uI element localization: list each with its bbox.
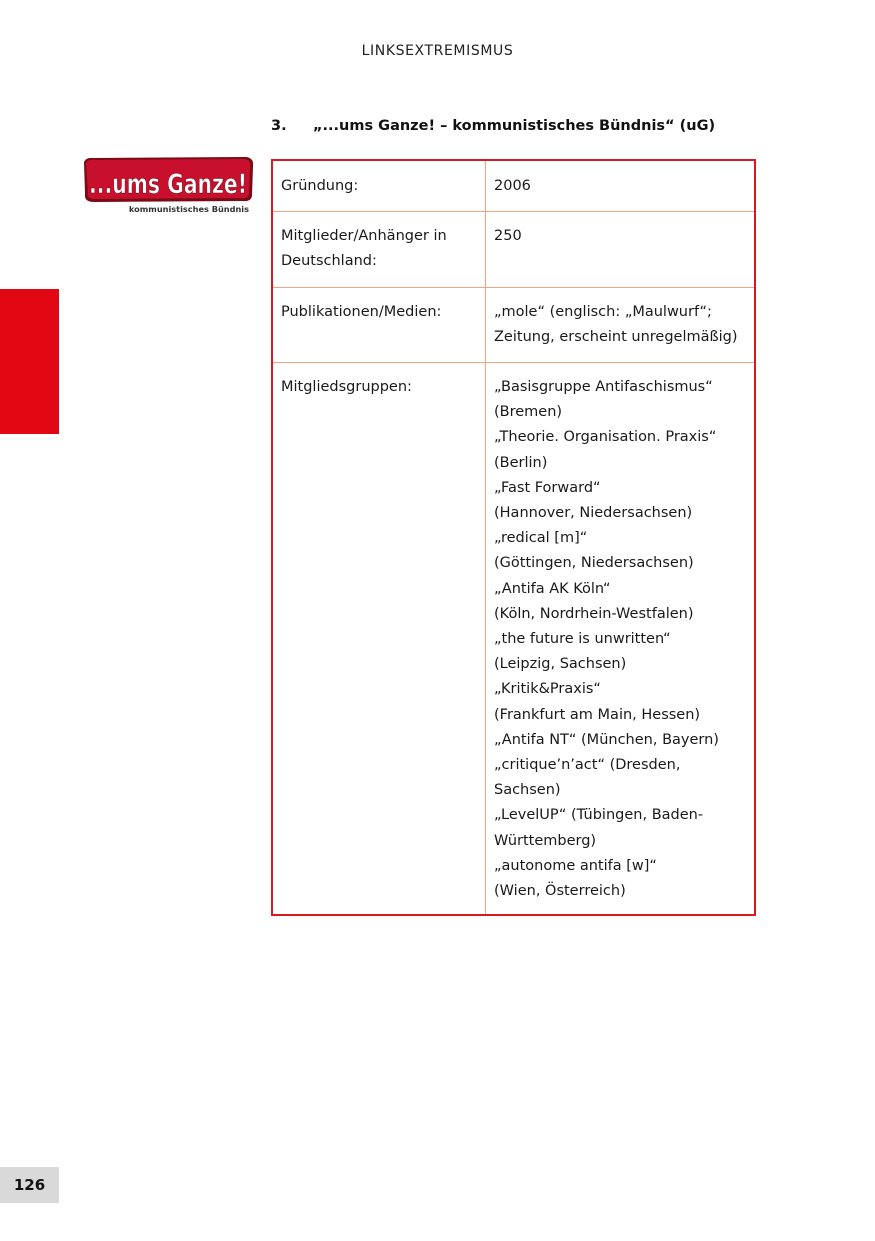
value-line: „Theorie. Organisation. Praxis“ [494,429,717,446]
value-line: Württemberg) [494,832,597,849]
value-line: 2006 [494,178,531,194]
organization-logo [82,156,255,216]
section-title: „...ums Ganze! – kommunistisches Bündnis“ (uG) [313,118,716,134]
chapter-marker-tab [0,289,59,434]
value-line: (Göttingen, Niedersachsen) [494,555,694,572]
value-line: „the future is unwritten“ [494,631,671,648]
label-line: Publikationen/Medien: [281,303,442,320]
value-line: (Frankfurt am Main, Hessen) [494,706,701,723]
row-label [272,363,486,916]
label-line: Mitglieder/Anhänger in [281,228,447,245]
row-label [272,212,486,287]
table-row [272,212,755,287]
label-line: Gründung: [281,178,359,194]
page-number: 126 [0,1167,59,1203]
label-line: Mitgliedsgruppen: [281,379,412,396]
value-line: 250 [494,228,522,245]
row-value [486,212,756,287]
row-value [486,160,756,212]
value-line: „mole“ (englisch: „Maulwurf“; [494,303,712,320]
value-line: (Bremen) [494,404,563,421]
table-row [272,363,755,916]
row-value [486,287,756,362]
value-line: „redical [m]“ [494,530,588,547]
value-line: (Leipzig, Sachsen) [494,656,627,673]
value-line: (Wien, Österreich) [494,883,626,900]
section-number: 3. [271,118,287,134]
logo-main-text: ...ums Ganze! [89,169,247,200]
label-line: Deutschland: [281,253,377,270]
value-line: „Basisgruppe Antifaschismus“ [494,379,713,396]
row-label [272,160,486,212]
value-line: „autonome antifa [w]“ [494,857,657,874]
table-row [272,160,755,212]
value-line: „Kritik&Praxis“ [494,681,601,698]
logo-sub-text: kommunistisches Bündnis [128,204,249,214]
table-row [272,287,755,362]
value-line: „Fast Forward“ [494,479,601,496]
row-value [486,363,756,916]
row-label [272,287,486,362]
running-title: LINKSEXTREMISMUS [361,43,514,59]
value-line: „critique’n’act“ (Dresden, Sachsen) [494,757,681,799]
value-line: (Berlin) [494,454,548,471]
value-line: „Antifa NT“ (München, Bayern) [494,731,719,748]
value-line: (Hannover, Niedersachsen) [494,505,693,522]
info-table [271,159,756,916]
value-line: (Köln, Nordrhein-Westfalen) [494,605,694,622]
value-line: „Antifa AK Köln“ [494,580,611,597]
value-line: „LevelUP“ (Tübingen, Baden- [494,807,704,824]
value-line: Zeitung, erscheint unregelmäßig) [494,328,738,345]
section-heading [271,118,715,134]
